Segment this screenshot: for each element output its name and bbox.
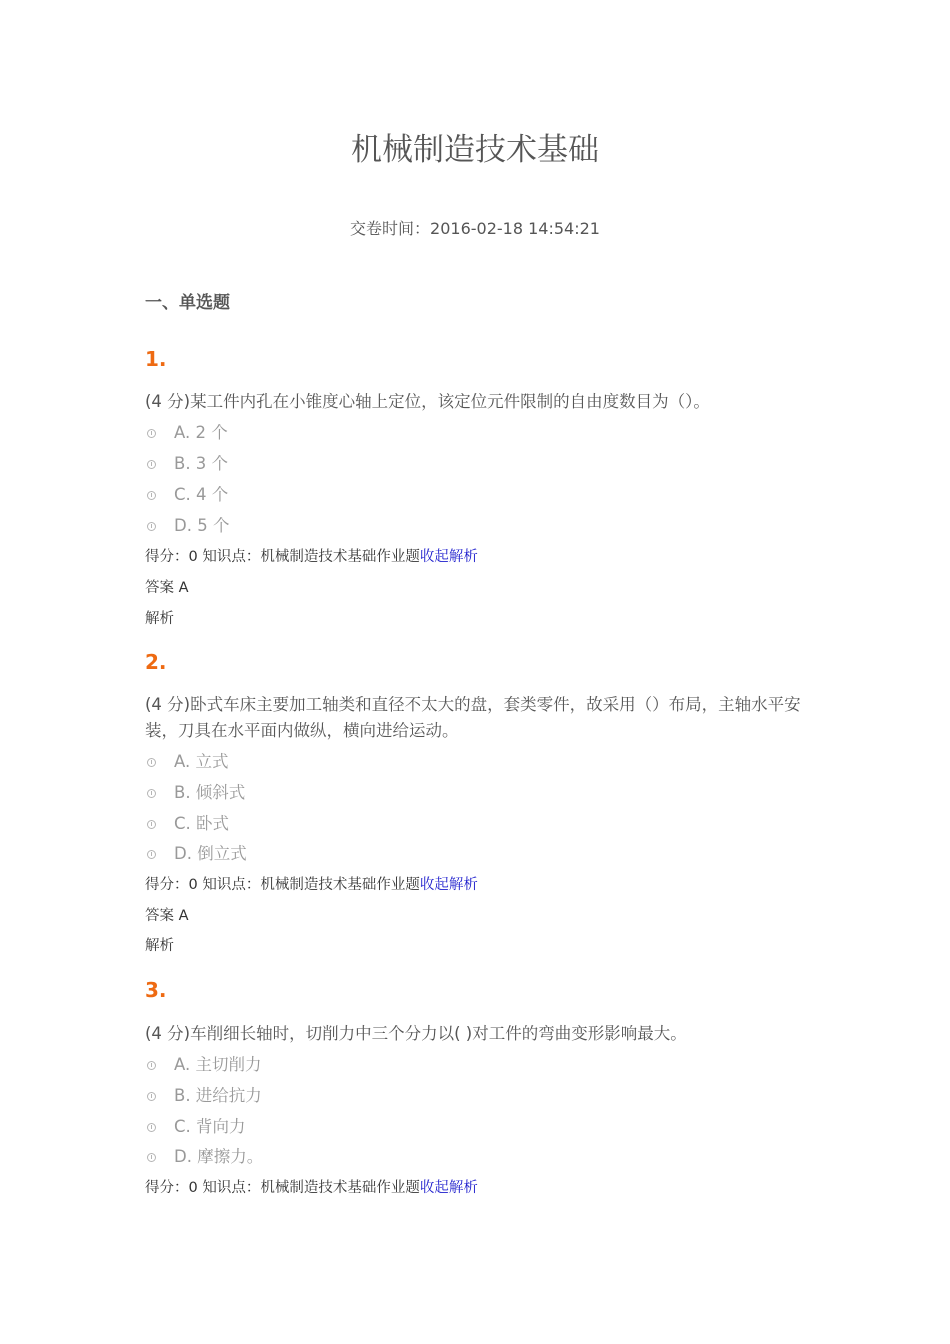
option-label: C. 卧式 [174,814,230,833]
option-c[interactable] [145,1115,246,1139]
option-a[interactable] [145,421,228,445]
collapse-analysis-link[interactable]: 收起解析 [419,1180,478,1196]
score-knowledge: 得分：0 知识点：机械制造技术基础作业题 [145,1180,420,1196]
radio-icon[interactable] [147,850,156,859]
answer-line: 答案 A [145,908,189,924]
answer-line: 答案 A [145,580,189,596]
analysis-label: 解析 [145,938,174,954]
option-label: D. 5 个 [174,516,230,535]
option-c[interactable] [145,483,228,507]
score-line [145,546,478,568]
radio-icon[interactable] [147,1092,156,1101]
option-a[interactable] [145,1053,262,1077]
option-c[interactable] [145,812,229,836]
option-label: A. 2 个 [174,423,228,442]
question-number: 3. [145,978,167,1002]
analysis-label: 解析 [145,611,174,627]
option-label: B. 倾斜式 [174,783,246,802]
radio-icon[interactable] [147,491,156,500]
radio-icon[interactable] [147,789,156,798]
option-label: D. 倒立式 [174,844,247,863]
question-stem: (4 分)车削细长轴时，切削力中三个分力以( )对工件的弯曲变形影响最大。 [145,1024,687,1043]
option-b[interactable] [145,781,245,805]
option-label: B. 进给抗力 [174,1086,262,1105]
radio-icon[interactable] [147,820,156,829]
radio-icon[interactable] [147,1123,156,1132]
option-label: A. 主切削力 [174,1055,262,1074]
question-stem: (4 分)卧式车床主要加工轴类和直径不太大的盘，套类零件，故采用（）布局，主轴水平安装，刀具在水平面内做纵，横向进给运动。 [145,695,801,740]
option-b[interactable] [145,1084,262,1108]
option-d[interactable] [145,1145,263,1169]
score-line [145,1177,478,1199]
radio-icon[interactable] [147,460,156,469]
question-number: 1. [145,347,167,371]
question-stem: (4 分)某工件内孔在小锥度心轴上定位，该定位元件限制的自由度数目为（）。 [145,392,710,411]
option-d[interactable] [145,514,229,538]
question-number: 2. [145,650,167,674]
collapse-analysis-link[interactable]: 收起解析 [419,877,478,893]
section-heading: 一、单选题 [145,293,230,313]
option-label: A. 立式 [174,752,229,771]
score-line [145,874,478,896]
page-title: 机械制造技术基础 [351,132,599,168]
option-label: C. 背向力 [174,1117,246,1136]
score-knowledge: 得分：0 知识点：机械制造技术基础作业题 [145,549,420,565]
option-label: B. 3 个 [174,454,229,473]
option-label: C. 4 个 [174,485,229,504]
radio-icon[interactable] [147,522,156,531]
radio-icon[interactable] [147,1061,156,1070]
option-d[interactable] [145,842,247,866]
submit-time: 交卷时间：2016-02-18 14:54:21 [350,219,600,238]
radio-icon[interactable] [147,429,156,438]
option-a[interactable] [145,750,229,774]
option-label: D. 摩擦力。 [174,1147,264,1166]
radio-icon[interactable] [147,758,156,767]
option-b[interactable] [145,452,228,476]
radio-icon[interactable] [147,1153,156,1162]
collapse-analysis-link[interactable]: 收起解析 [419,549,478,565]
score-knowledge: 得分：0 知识点：机械制造技术基础作业题 [145,877,420,893]
